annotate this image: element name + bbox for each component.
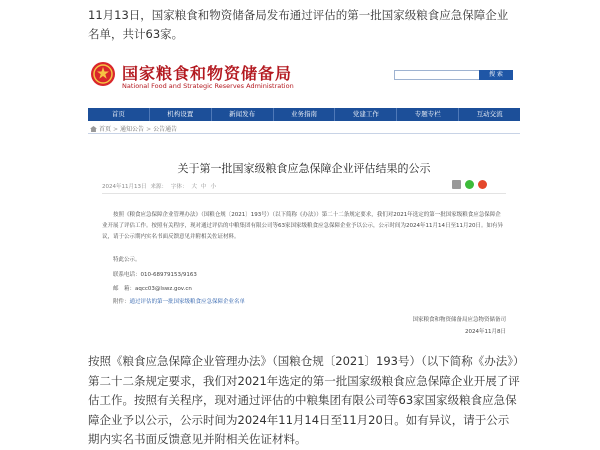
intro-paragraph: 11月13日，国家粮食和物资储备局发布通过评估的第一批国家级粮食应急保障企业名单，共计63家。 [88,8,509,41]
notice-line: 特此公示。 [113,257,141,263]
nav-item-organization[interactable]: 机构设置 [150,108,212,121]
article-source: 来源： [150,184,168,190]
share-tools [452,180,487,189]
wechat-icon[interactable] [465,180,474,189]
breadcrumb-divider [88,133,520,134]
national-emblem-icon[interactable] [90,61,116,87]
email-label: 邮 箱： [113,286,136,292]
font-size-medium[interactable]: 中 [201,184,207,190]
nav-item-special-topics[interactable]: 专题专栏 [397,108,459,121]
outro-paragraph: 按照《粮食应急保障企业管理办法》（国粮仓规〔2021〕193号）（以下简称《办法》）第二十二条规定要求，我们对2021年选定的第一批国家级粮食应急保障企业开展了评估工作。按照有关程序，现对通过评估的中粮集团有限公司等63家国家级粮食应急保障企业予以公示，公示时间为2024年11月14日至11月20日。如有异议，请于公示期内实名书面反馈意见并附相关佐证材料。 [88,354,520,446]
font-size-label: 字体： [171,184,188,190]
nav-item-home[interactable]: 首页 [88,108,150,121]
breadcrumb-notices[interactable]: 通知公告 [120,126,145,133]
article-body: 按照《粮食应急保障企业管理办法》（国粮仓规〔2021〕193号）（以下简称《办法》）第二十二条规定要求，我们对2021年选定的第一批国家级粮食应急保障企业开展了评估工作。按照有关程序，现对通过评估的中粮集团有限公司等63家国家级粮食应急保障企业予以公示，公示时间为2024年11月14日至11月20日。如有异议，请于公示期内实名书面反馈意见并附相关佐证材料。 [102,212,503,240]
search-button[interactable]: 搜 索 [479,70,513,80]
nav-item-party-building[interactable]: 党建工作 [335,108,397,121]
meta-divider [102,193,506,194]
email-value[interactable]: aqcc03@lswz.gov.cn [135,286,192,292]
site-name-cn[interactable]: 国家粮食和物资储备局 [122,64,293,83]
attachment-label: 附件： [113,299,130,305]
phone-label: 联系电话： [113,272,141,278]
main-nav [88,108,520,121]
signature: 国家粮食和物资储备局应急物资储备司 [412,317,506,323]
article-title: 关于第一批国家级粮食应急保障企业评估结果的公示 [177,162,431,175]
signature-date: 2024年11月8日 [465,329,506,335]
attachment-line [113,297,245,305]
home-icon [90,126,97,132]
breadcrumb: 首页 > 通知公告 > 公告通告 [90,124,177,133]
phone-line [113,270,197,278]
nav-item-interaction[interactable]: 互动交流 [476,110,503,118]
search-input[interactable] [394,70,480,80]
nav-item-news[interactable]: 新闻发布 [212,108,274,121]
email-line [113,284,192,292]
breadcrumb-home[interactable]: 首页 [99,126,112,133]
phone-value: 010-68979153/9163 [140,272,197,278]
embedded-webpage-screenshot [88,55,520,345]
font-size-small[interactable]: 小 [210,184,217,190]
font-size-large[interactable]: 大 [191,184,198,190]
attachment-link[interactable]: 通过评估的第一批国家级粮食应急保障企业名单 [129,299,246,305]
site-name-en: National Food and Strategic Reserves Administration [122,82,294,90]
article-date: 2024年11月13日 [102,184,147,190]
print-icon[interactable] [452,180,461,189]
article-meta [102,182,220,190]
breadcrumb-announcements[interactable]: 公告通告 [153,126,178,133]
nav-item-business-guide[interactable]: 业务指南 [274,108,336,121]
weibo-icon[interactable] [478,180,487,189]
site-header [88,55,520,97]
